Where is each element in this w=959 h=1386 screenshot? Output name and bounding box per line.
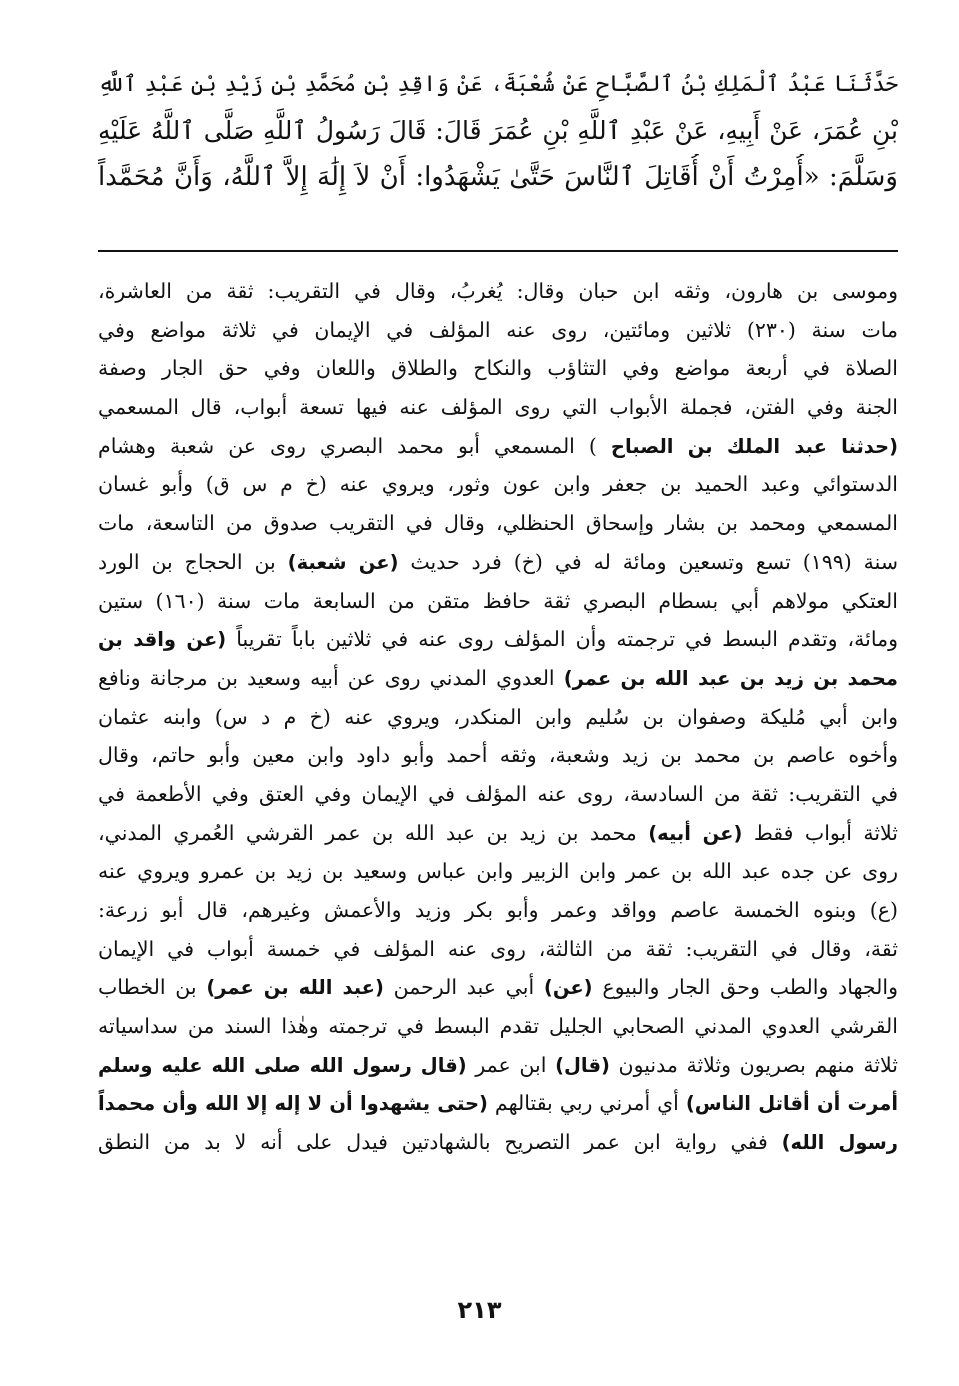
commentary-line	[98, 968, 898, 1007]
commentary-text	[98, 272, 898, 1162]
commentary-line	[98, 388, 898, 427]
commentary-line	[98, 775, 898, 814]
bold-quote-segment: (عن)	[543, 976, 593, 1000]
text-segment: ثلاثة أبواب فقط	[742, 820, 898, 845]
commentary-line	[98, 659, 898, 698]
bold-quote-segment: (حدثنا عبد الملك بن الصباح	[610, 434, 898, 458]
text-segment: القرشي العدوي المدني الصحابي الجليل تقدم البسط في ترجمته وهٰذا السند من سداسياته	[98, 1014, 898, 1039]
commentary-line	[98, 543, 898, 582]
text-segment: المسمعي ومحمد بن بشار وإسحاق الحنظلي، وقال في التقريب صدوق من التاسعة، مات	[98, 511, 898, 536]
commentary-line	[98, 698, 898, 737]
text-segment: الدستوائي وعبد الحميد بن جعفر وابن عون وثور، ويروي عنه (خ م س ق) وأبو غسان	[98, 472, 898, 497]
text-segment: ومائة، وتقدم البسط في ترجمته وأن المؤلف روى عنه في ثلاثين باباً تقريباً	[226, 627, 898, 652]
text-segment: روى عن جده عبد الله بن عمر وابن الزبير وابن عباس وسعيد بن زيد بن عمرو ويروي عنه	[98, 859, 898, 884]
text-segment: ثقة، وقال في التقريب: ثقة من الثالثة، روى عنه المؤلف في خمسة أبواب في الإيمان	[98, 936, 898, 961]
text-segment: ثلاثة منهم بصريون وثلاثة مدنيون	[609, 1052, 898, 1077]
bold-quote-segment: (عن واقد بن	[98, 628, 227, 652]
bold-quote-segment: (حتى يشهدوا أن لا إله إلا الله وأن محمداً	[98, 1092, 488, 1116]
commentary-line	[98, 1084, 898, 1123]
commentary-line	[98, 736, 898, 775]
bold-quote-segment: محمد بن زيد بن عبد الله بن عمر)	[563, 666, 898, 690]
text-segment: وأخوه عاصم بن محمد بن زيد وشعبة، وثقه أحمد وأبو داود وابن معين وأبو حاتم، وقال	[98, 743, 898, 768]
commentary-line	[98, 504, 898, 543]
bold-quote-segment: (قال رسول الله صلى الله عليه وسلم	[98, 1053, 467, 1077]
bold-quote-segment: أمرت أن أقاتل الناس)	[685, 1092, 898, 1116]
hadith-line: بْنِ عُمَرَ، عَنْ أَبِيهِ، عَنْ عَبْدِ ٱللَّهِ بْنِ عُمَرَ قَالَ: قَالَ رَسُولُ ٱللَّهِ صَلَّى ٱللَّهُ عَلَيْهِ	[98, 116, 898, 145]
text-segment: مات سنة (٢٣٠) ثلاثين ومائتين، روى عنه المؤلف في الإيمان في ثلاثة مواضع وفي	[98, 317, 898, 342]
text-segment: والجهاد والطب وحق الجار والبيوع	[592, 975, 898, 1000]
text-segment: أبي عبد الرحمن	[383, 975, 544, 1000]
text-segment: أي أمرني ربي بقتالهم	[487, 1091, 686, 1116]
text-segment: محمد بن زيد بن عبد الله بن عمر القرشي العُمري المدني،	[98, 820, 649, 845]
text-segment: ففي رواية ابن عمر التصريح بالشهادتين فيدل على أنه لا بد من النطق	[98, 1130, 782, 1155]
commentary-line	[98, 311, 898, 350]
footnote-separator	[98, 250, 898, 252]
hadith-text	[98, 62, 898, 200]
text-segment: وابن أبي مُليكة وصفوان بن سُليم وابن المنكدر، ويروي عنه (خ م د س) وابنه عثمان	[98, 704, 898, 729]
text-segment: بن الخطاب	[98, 975, 207, 1000]
commentary-line	[98, 891, 898, 930]
commentary-line	[98, 620, 898, 659]
commentary-line	[98, 930, 898, 969]
text-segment: الصلاة في أربعة مواضع وفي التثاؤب والنكاح والطلاق واللعان وفي حق الجار وصفة	[98, 356, 898, 381]
commentary-line	[98, 582, 898, 621]
text-segment: العدوي المدني روى عن أبيه وسعيد بن مرجانة ونافع	[98, 665, 564, 690]
bold-quote-segment: (قال)	[555, 1053, 610, 1077]
commentary-line	[98, 349, 898, 388]
bold-quote-segment: (عبد الله بن عمر)	[206, 976, 384, 1000]
hadith-line: وَسَلَّمَ: «أُمِرْتُ أَنْ أُقَاتِلَ ٱلنَّاسَ حَتَّىٰ يَشْهَدُوا: أَنْ لاَ إِلَٰهَ إِلاَّ ٱللَّهُ، وَأَنَّ مُحَمَّداً	[98, 162, 898, 192]
commentary-line	[98, 1123, 898, 1162]
bold-quote-segment: رسول الله)	[781, 1131, 898, 1155]
text-segment: (ع) وبنوه الخمسة عاصم وواقد وعمر وأبو بكر وزيد والأعمش وغيرهم، قال أبو زرعة:	[98, 898, 898, 922]
commentary-line	[98, 272, 898, 311]
page-number: ٢١٣	[457, 1296, 502, 1324]
text-segment: بن الحجاج بن الورد	[98, 549, 288, 574]
commentary-line	[98, 852, 898, 891]
text-segment: ابن عمر	[466, 1052, 556, 1077]
bold-quote-segment: (عن شعبة)	[287, 550, 399, 574]
text-segment: وموسى بن هارون، وثقه ابن حبان وقال: يُغربُ، وقال في التقريب: ثقة من العاشرة،	[98, 279, 898, 303]
text-segment: ) المسمعي أبو محمد البصري روى عن شعبة وهشام	[98, 433, 611, 458]
hadith-line: حَدَّثَنَا عَبْدُ ٱلْمَلِكِ بْنُ ٱلصَّبَّاحِ عَنْ شُعْبَةَ، عَنْ وَاقِدِ بْنِ مُحَمَّدِ بْنِ زَيْدِ بْنِ عَبْدِ ٱللَّهِ	[98, 72, 898, 97]
bold-quote-segment: (عن أبيه)	[648, 821, 743, 845]
text-segment: في التقريب: ثقة من السادسة، روى عنه المؤلف في الإيمان وفي العتق وفي الأطعمة في	[98, 781, 898, 806]
commentary-line	[98, 465, 898, 504]
text-segment: سنة (١٩٩) تسع وتسعين ومائة له في (خ) فرد حديث	[398, 549, 898, 574]
commentary-line	[98, 1007, 898, 1046]
text-segment: الجنة وفي الفتن، فجملة الأبواب التي روى المؤلف عنه فيها تسعة أبواب، قال المسعمي	[98, 395, 898, 420]
commentary-line	[98, 1046, 898, 1085]
text-segment: العتكي مولاهم أبي بسطام البصري ثقة حافظ متقن من السابعة مات سنة (١٦٠) ستين	[98, 588, 898, 613]
commentary-line	[98, 814, 898, 853]
commentary-line	[98, 427, 898, 466]
